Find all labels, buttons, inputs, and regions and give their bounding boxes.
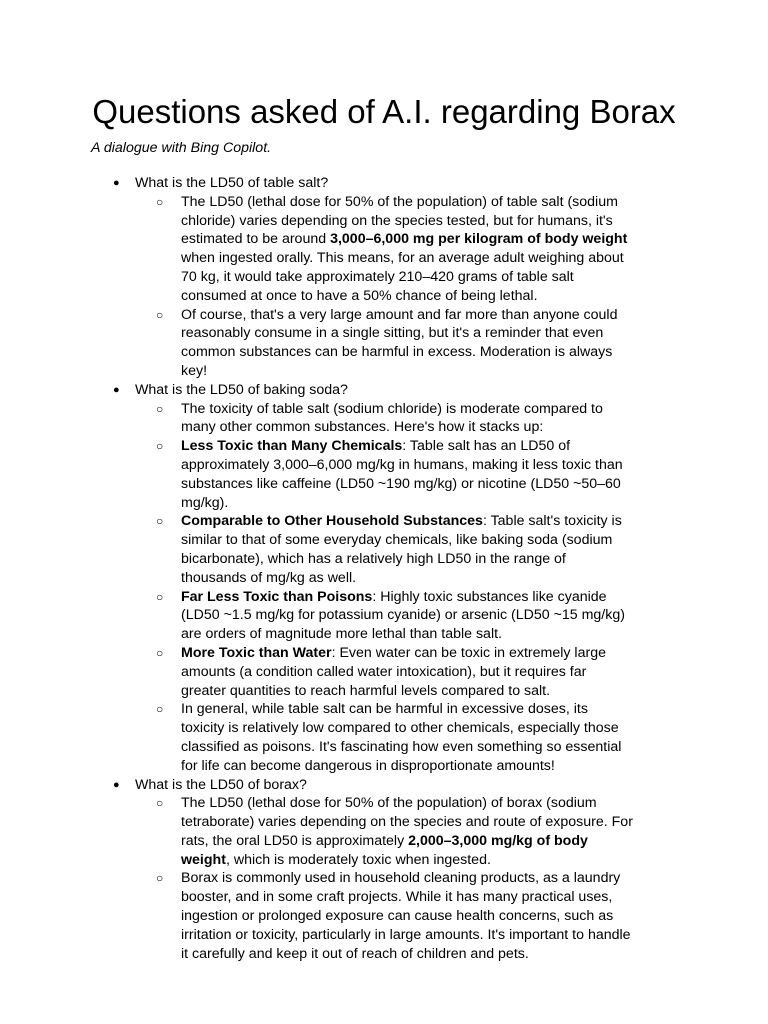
sub-bullet-icon: ○ <box>156 589 164 604</box>
answer-item <box>135 869 635 963</box>
answer-text-cont: , which is moderately toxic when ingested. <box>225 851 491 868</box>
sub-bullet-icon: ○ <box>156 702 164 717</box>
question-item <box>91 174 691 381</box>
answer-emphasis: Comparable to Other Household Substances <box>181 513 483 530</box>
sub-bullet-icon: ○ <box>156 796 164 811</box>
bullet-icon: ● <box>113 383 120 396</box>
question-list <box>91 174 691 963</box>
answer-text: The toxicity of table salt (sodium chloride) is moderate compared to many other common substances. Here's how it stacks up: <box>181 400 603 436</box>
question-item <box>91 776 691 964</box>
answer-list <box>135 794 691 963</box>
sub-bullet-icon: ○ <box>156 307 164 322</box>
answer-text: In general, while table salt can be harmful in excessive doses, its toxicity is relatively low compared to other chemicals, especially those classified as poisons. It's fascinating how even something so essential for life can become dangerous in disproportionate amounts! <box>181 701 622 774</box>
answer-emphasis: 3,000–6,000 mg per kilogram of body weight <box>330 231 628 248</box>
sub-bullet-icon: ○ <box>156 645 164 660</box>
bullet-icon: ● <box>113 177 120 189</box>
document-subtitle: A dialogue with Bing Copilot. <box>91 140 272 156</box>
answer-text: The LD50 (lethal dose for 50% of the population) of table salt (sodium chloride) varies depending on the species tested, but for humans, it's estimated to be around <box>181 193 618 248</box>
answer-text-cont: : Table salt has an LD50 of approximately 3,000–6,000 mg/kg in humans, making it less toxic than substances like caffeine (LD50 ~190 mg/kg) or nicotine (LD50 ~50–60 mg/kg). <box>181 438 623 511</box>
answer-emphasis: Far Less Toxic than Poisons <box>181 588 373 605</box>
bullet-icon: ● <box>113 778 120 791</box>
answer-text-cont: : Highly toxic substances like cyanide (LD50 ~1.5 mg/kg for potassium cyanide) or arsenic (LD50 ~15 mg/kg) are orders of magnitude more lethal than table salt. <box>181 588 625 643</box>
answer-text: Of course, that's a very large amount and far more than anyone could reasonably consume in a single sitting, but it's a reminder that even common substances can be harmful in excess. Moderation is always key! <box>181 306 618 379</box>
answer-emphasis: Less Toxic than Many Chemicals <box>181 438 403 455</box>
answer-item <box>135 588 635 644</box>
sub-bullet-icon: ○ <box>156 401 164 416</box>
sub-bullet-icon: ○ <box>156 439 164 454</box>
answer-text: The LD50 (lethal dose for 50% of the population) of borax (sodium tetraborate) varies depending on the species and route of exposure. For rats, the oral LD50 is approximately <box>181 795 633 849</box>
question-text: What is the LD50 of table salt? <box>135 175 329 191</box>
question-text: What is the LD50 of borax? <box>135 776 307 793</box>
answer-emphasis: More Toxic than Water <box>181 644 332 661</box>
answer-text-cont: : Even water can be toxic in extremely large amounts (a condition called water intoxication), but it requires far greater quantities to reach harmful levels compared to salt. <box>181 644 606 699</box>
answer-item <box>135 306 635 381</box>
answer-text-cont: when ingested orally. This means, for an average adult weighing about 70 kg, it would take approximately 210–420 grams of table salt consumed at once to have a 50% chance of being lethal. <box>181 250 624 304</box>
answer-item <box>135 193 635 306</box>
answer-item <box>135 437 635 512</box>
answer-emphasis: 2,000–3,000 mg/kg of body weight <box>181 832 588 868</box>
answer-item <box>135 794 635 869</box>
sub-bullet-icon: ○ <box>156 871 164 886</box>
answer-list <box>135 193 691 381</box>
sub-bullet-icon: ○ <box>156 194 164 209</box>
answer-text-cont: : Table salt's toxicity is similar to that of some everyday chemicals, like baking soda (sodium bicarbonate), which has a relatively high LD50 in the range of thousands of mg/kg as well. <box>181 513 622 586</box>
answer-item <box>135 644 635 700</box>
answer-item <box>135 700 635 775</box>
answer-text: Borax is commonly used in household cleaning products, as a laundry booster, and in some craft projects. While it has many practical uses, ingestion or prolonged exposure can cause health concerns, such as irritation or toxicity, particularly in large amounts. It's important to handle it carefully and keep it out of reach of children and pets. <box>181 870 631 962</box>
document-title: Questions asked of A.I. regarding Borax <box>92 93 676 130</box>
question-text: What is the LD50 of baking soda? <box>135 381 348 398</box>
question-item <box>91 381 691 776</box>
sub-bullet-icon: ○ <box>156 514 164 529</box>
answer-list <box>135 400 691 776</box>
answer-item <box>135 512 635 587</box>
answer-item <box>135 400 635 438</box>
